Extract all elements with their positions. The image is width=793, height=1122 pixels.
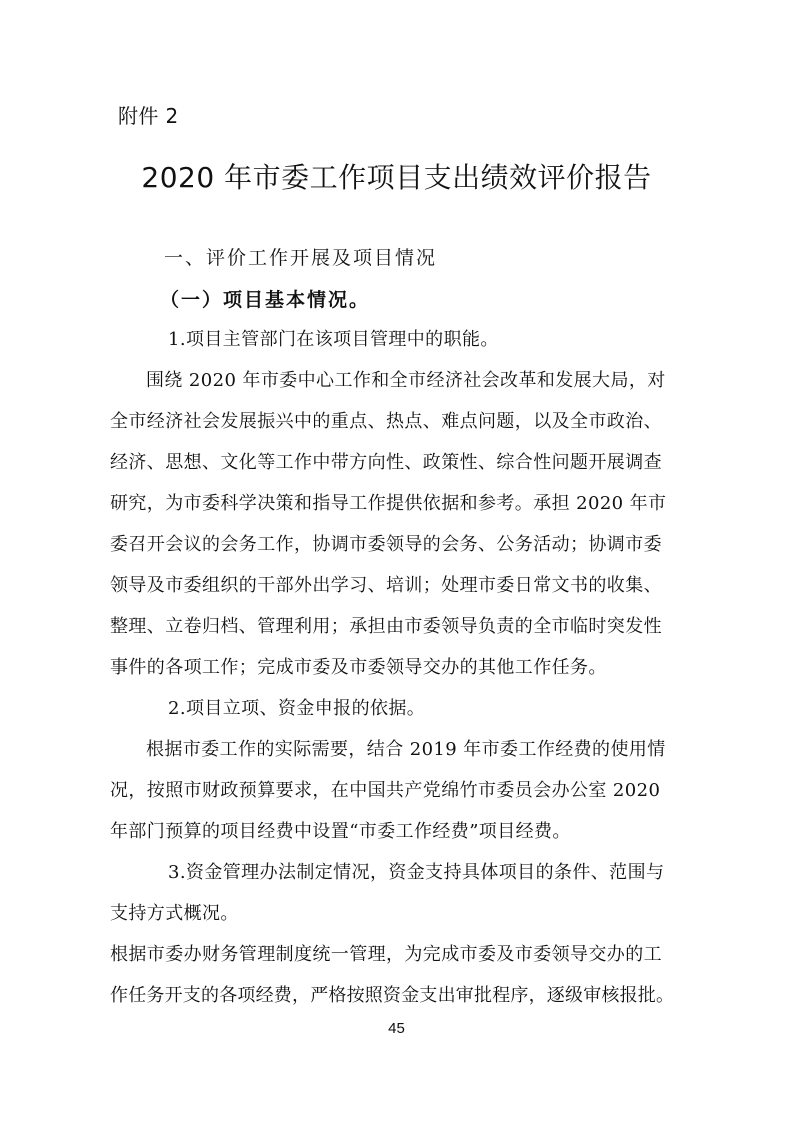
paragraph-line: 领导及市委组织的干部外出学习、培训；处理市委日常文书的收集、 bbox=[110, 575, 662, 596]
paragraph-line: 全市经济社会发展振兴中的重点、热点、难点问题，以及全市政治、 bbox=[110, 411, 662, 432]
item3-heading-continuation: 支持方式概况。 bbox=[110, 903, 239, 924]
paragraph-line: 根据市委工作的实际需要，结合 2019 年市委工作经费的使用情 bbox=[146, 739, 666, 760]
paragraph-line: 委召开会议的会务工作，协调市委领导的会务、公务活动；协调市委 bbox=[110, 534, 662, 555]
document-title: 2020 年市委工作项目支出绩效评价报告 bbox=[141, 161, 652, 194]
paragraph-line: 围绕 2020 年市委中心工作和全市经济社会改革和发展大局，对 bbox=[146, 370, 666, 391]
paragraph-line: 年部门预算的项目经费中设置“市委工作经费”项目经费。 bbox=[110, 821, 571, 842]
paragraph-line: 经济、思想、文化等工作中带方向性、政策性、综合性问题开展调查 bbox=[110, 452, 662, 473]
paragraph-line: 整理、立卷归档、管理利用；承担由市委领导负责的全市临时突发性 bbox=[110, 616, 662, 637]
page-number: 45 bbox=[388, 1020, 405, 1037]
paragraph-line: 事件的各项工作；完成市委及市委领导交办的其他工作任务。 bbox=[110, 657, 607, 678]
subsection-heading: （一）项目基本情况。 bbox=[160, 289, 371, 311]
paragraph-line: 研究，为市委科学决策和指导工作提供依据和参考。承担 2020 年市 bbox=[110, 493, 667, 514]
item1-heading: 1.项目主管部门在该项目管理中的职能。 bbox=[168, 329, 499, 350]
annex-label: 附件 2 bbox=[118, 104, 179, 128]
item3-heading: 3.资金管理办法制定情况，资金支持具体项目的条件、范围与 bbox=[168, 862, 665, 883]
item2-heading: 2.项目立项、资金申报的依据。 bbox=[168, 698, 426, 719]
paragraph-line: 根据市委办财务管理制度统一管理，为完成市委及市委领导交办的工 bbox=[110, 944, 662, 965]
section-heading: 一、评价工作开展及项目情况 bbox=[164, 247, 438, 269]
paragraph-line: 况，按照市财政预算要求，在中国共产党绵竹市委员会办公室 2020 bbox=[110, 780, 661, 801]
paragraph-line: 作任务开支的各项经费，严格按照资金支出审批程序，逐级审核报批。 bbox=[110, 985, 675, 1006]
